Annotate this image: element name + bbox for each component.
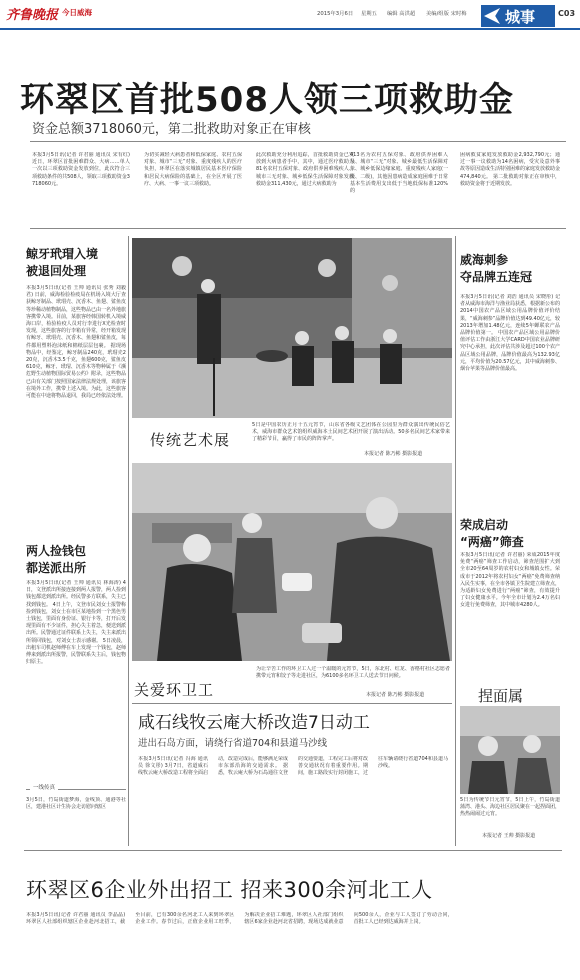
- photo1-caption-title: 传统艺术展: [150, 431, 231, 449]
- bottom-story-body: 本报3月5日讯(记者 许君丽 通讯员 李晶晶) 环翠区人社部组织辖区企业赴河北招工，截至目前，已有300余名河北工人来到环翠区企业工作。春节过后，正值企业用工旺季，为解决企业招工难题，环翠区人社部门组织辖区6家企业赴河北省招聘，现场达成就业意向500余人，企业与工人签订了劳动合同，首批工人已经到达威海并上岗。: [26, 912, 453, 926]
- right-story2-body: 本报3月5日讯(记者 许君丽) 荣成2015年度免费“两癌”筛查工作启动，筛查范围扩大到全市20至64周岁的农村妇女和城镇女性。荣成市于2012年将农村妇女“两癌”免费筛查纳入民生实事，在全市各镇卫生院建立筛查点，为适龄妇女免费进行“两癌”筛查，有效提升了妇女健康水平。今年全市计划为2.4万名妇女进行免费筛查，其中城市4280人。: [460, 552, 560, 609]
- notice-label: 一线传真: [30, 783, 58, 791]
- lead-column-3: 此次救助充分利用追踪，首批救助资金已发放到大病患者手中，其中，通过医疗救助为81名农村五保对象、政府供养困难残疾人、城市三无对象、城乡低保生活保障对象发放救助金311,430元，通过大病救助为: [256, 152, 354, 187]
- bridge-story-body: 本报3月5日讯(记者 冯海 通讯员 徐文彤) 3月7日，省道威石线牧云庵大桥改造工程将全面启动，改造完成后，能够满足荣成市东部沿海的交通需求。 据悉，牧云庵大桥为石岛通往文登的交通要道，工程完工后将对改善交通状况有着重要作用。期间，施工路段实行封闭施工，过往车辆请绕行省道704和县道马沙线。: [138, 756, 448, 777]
- notice-body: 3月5日，竹岛街道梦海，金线顶、通港等社区，建港社区计生协会走访慰问辖区: [26, 797, 126, 811]
- bridge-story-title: 咸石线牧云庵大桥改造7日动工: [138, 713, 370, 733]
- left-story1-title: [26, 246, 116, 280]
- lead-bottom-rule: [30, 228, 566, 229]
- section-name: 城事: [505, 8, 536, 26]
- left-story1-body: 本报3月5日讯(记者 王帅 通讯员 张秀 刘毅君) 日前，威海检验检疫局在机场入境大厅查获鲸牙制品、玳瑁壳、沉香木、鱼翅、鲨鱼皮等珍稀动植物制品，这些物品已由一名外地旅客携带入境。目前，某旅客经韩国转机入境威海口岸，检验检疫人员对行李进行X光检查时发现，这些旅客的行李箱有异常，经开箱发现有鲸牙、玳瑁壳、沉香木、鱼翅和鲨鱼皮，每件都用塑料泡沫纸和棉纸层层包裹。 据现场物品中，经鉴定，鲸牙制品240克，玳瑁壳220克，沉香木3.5千克，鱼翅600克，鲨鱼皮610克，鲸牙、玳瑁、沉香木等物种属于《濒危野生动植物国际贸易公约》附录，这些物品已由有关部门按照国家法律法规处理，该旅客在境外工作，携带上述入境。为此，这些旅客可能在中途将物品退回，我局已经依法处理。: [26, 285, 126, 400]
- mini-photo-credit: 本报记者 王帅 摄影报道: [482, 833, 536, 839]
- page-number: C03: [558, 9, 576, 18]
- left-story1-title-line1: 鲸牙玳瑁入境: [26, 247, 99, 261]
- right-story1-title-line2: 夺品牌五连冠: [460, 270, 533, 284]
- right-story2-title: [460, 517, 560, 551]
- right-story1-body: 本报3月5日讯(记者 刘浩 通讯员 宋晓彤) 记者从威海市海洋与渔业局获悉，根据新公布的2014中国农产品区域公用品牌价值评价结果，“威海刺参”品牌价值达到49.40亿元，较2013年增加1.48亿元，连续5年蝉联农产品品牌价值第一。 中国农产品区域公用品牌价值评估工作由浙江大学CARD中国农业品牌研究中心承担，此次评估共涉及超过100个农产品区域公用品牌，品牌价值最高为132.93亿元，平均价值为20.57亿元，其中威海刺参、烟台苹果等品牌价值最高。: [460, 294, 560, 373]
- lead-subheadline: 资金总额3718060元，第二批救助对象正在审核: [32, 122, 311, 137]
- dough-figure-illustration: [460, 706, 560, 794]
- mini-photo-caption: 5日为传统节日元宵节，5日上午，竹岛街道蒲湾、港头、海边社区居民聚在一起捏面团，热热闹闹过元宵。: [460, 797, 560, 818]
- right-story1-title: [460, 252, 560, 286]
- photo1-credit: 本报记者 陈乃彬 摄影报道: [364, 451, 423, 457]
- lead-column-1: 本报3月5日讯(记者 许君丽 通讯员 宋有红) 近日，环翠区首批困难群众、大病……单人一次以三项救助资金发放到位，此次符合三项救助条件的共508人，领取三项救助资金3718060元。: [32, 152, 130, 187]
- column-rule-left: [128, 236, 129, 846]
- stage-illustration: [132, 238, 452, 418]
- photo2-caption-body: 为让辛苦工作的环卫工人过一个温暖的元宵节，5日，东北村、红龙、香格村社区志愿者携带元宵和饺子等走进社区，为6100多名环卫工人送去节日问候。: [256, 666, 450, 680]
- left-story2-title: [26, 543, 116, 577]
- left-story1-title-line2: 被退回处理: [26, 264, 87, 278]
- photo-sanitation-workers: [132, 463, 452, 661]
- lead-headline: 环翠区首批508人领三项救助金: [20, 80, 514, 120]
- left-story2-title-line2: 都送派出所: [26, 561, 87, 575]
- lead-divider: [30, 141, 566, 142]
- photo2-credit: 本报记者 陈乃彬 摄影报道: [366, 692, 425, 698]
- issue-weekday: 星期五: [361, 11, 377, 17]
- right-story2-title-line1: 荣成启动: [460, 518, 509, 532]
- photo1-caption-body: 5日是中国农历正月十五元宵节，山东省各级文艺团体在公园里为群众演出传统民俗艺术，威海市群众艺术馆组织威海本土民间艺术团开展了演出活动。50多名民间艺术家带来了精彩节目，赢得了市民的阵阵掌声。: [252, 422, 450, 443]
- mini-photo: [460, 706, 560, 794]
- photo2-caption-title: 关爱环卫工: [134, 681, 215, 699]
- designer-credit: 美编/组版 宋时梅: [426, 11, 467, 17]
- issue-date: 2015年3月6日: [317, 11, 354, 17]
- section-label: 今日威海: [62, 8, 92, 17]
- masthead-rule: [0, 28, 580, 30]
- bottom-story-rule: [24, 850, 562, 851]
- left-story2-body: 本报3月5日讯(记者 王帅 通讯员 林海涛) 4日，文登派出所接连接到两人报警，两人捡到钱包都送到派出所。经民警多方联系，失主已找到钱包。 4日上午，文登市民刘女士报警称捡到钱包，刘女士在市区某地捡到一个黑色男士钱包，里面有身份证、银行卡等，打开后发现里面有不少证件，担心失主着急，便送到派出所。民警通过证件联系上失主，失主来派出所领回钱包，对刘女士表示感谢。 5日凌晨，出租车司机赵师傅在车上发现一个钱包，赵师傅来到派出所报警，民警联系失主后，钱包物归原主。: [26, 580, 126, 666]
- left-story2-title-line1: 两人捡钱包: [26, 544, 87, 558]
- editor-credit: 编辑 高洪超: [387, 11, 416, 17]
- bridge-story-subtitle: 进出石岛方面，请绕行省道704和县道马沙线: [138, 738, 328, 749]
- newspaper-logo: 齐鲁晚报: [6, 8, 59, 23]
- mini-photo-title: 捏面属: [478, 687, 524, 705]
- volunteers-illustration: [132, 463, 452, 661]
- lead-column-5: 困病救贫家庭发放救助金2,932,790元；通过一事一议救助为14名困病，受灾及意外事故等原因造成生活特别困难的家庭发放救助金474,840元。 第二批救助对象正在审核中，救助资金将于近期发放。: [460, 152, 560, 187]
- bridge-story-rule: [132, 703, 452, 704]
- photo-traditional-art: [132, 238, 452, 418]
- lead-column-4: 413名为农村五保对象、政府供养困难人员、城市“三无”对象、城乡最低生活保障对象、城乡低保边缘家庭、重度残疾人家庭(一级、二级)，其他因患病造成家庭困难于日常基本生活费用支出低于当地低保标准120%的: [350, 152, 448, 195]
- bottom-story-title: 环翠区6企业外出招工 招来300余河北工人: [26, 878, 433, 902]
- right-story1-title-line1: 威海刺参: [460, 253, 509, 267]
- column-rule-right: [455, 236, 456, 846]
- lead-column-2: 为切实减轻大病患者和低保家庭、农村五保对象、城市“三无”对象、重度残疾人的医疗负担，环翠区在落实城镇居民基本医疗保险和居民大病保险的基础上，在全区开展了医疗、大病、一事一议三项救助。: [144, 152, 242, 187]
- masthead: [0, 0, 580, 30]
- right-story2-title-line2: “两癌”筛查: [460, 535, 524, 549]
